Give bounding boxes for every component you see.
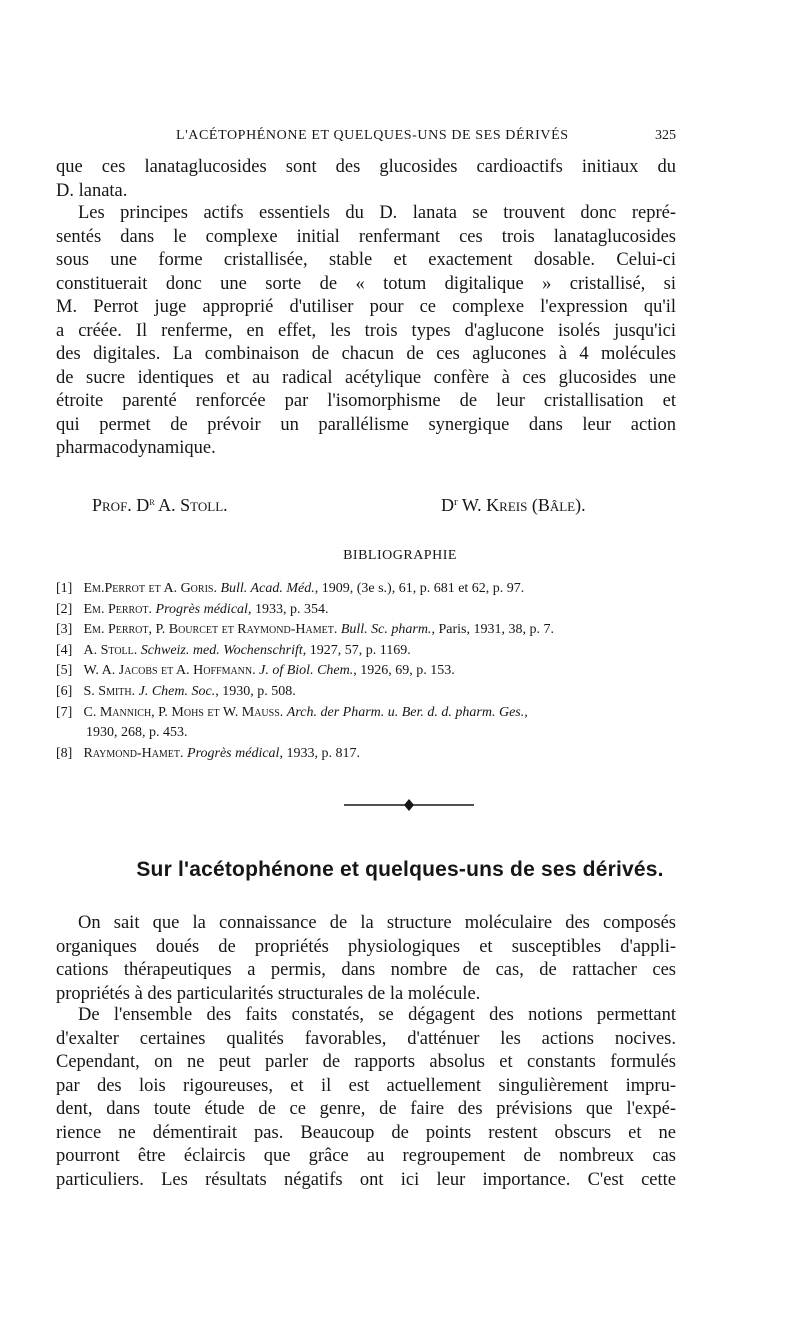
signature-stoll: Prof. $D^r$ A. Stoll.	[92, 495, 228, 515]
reference-item: [7] C. Mannich, P. Mohs et W. Mauss. Arch. der Pharm. u. Ber. d. d. pharm. Ges.,	[56, 704, 528, 720]
reference-item: [6] S. Smith. J. Chem. Soc., 1930, p. 508.	[56, 683, 296, 699]
text-line: pharmacodynamique.	[56, 438, 216, 458]
running-title: L'ACÉTOPHÉNONE ET QUELQUES-UNS DE SES DÉRIVÉS	[176, 128, 569, 143]
text-line: particuliers. Les résultats négatifs ont ici leur importance. C'est cette	[56, 1169, 676, 1190]
text-line: sentés dans le complexe initial renfermant ces trois lanataglucosides	[56, 226, 676, 247]
reference-item: [8] Raymond-Hamet. Progrès médical, 1933, p. 817.	[56, 745, 360, 761]
text-line: que ces lanataglucosides sont des glucosides cardioactifs initiaux du	[56, 157, 676, 177]
text-line: D. lanata.	[56, 180, 128, 201]
reference-item: [1] Em.Perrot et A. Goris. Bull. Acad. Méd., 1909, (3e s.), 61, p. 681 et 62, p. 97.	[56, 581, 525, 596]
paragraph-3	[56, 912, 676, 1006]
running-header	[56, 128, 676, 150]
text-line: De l'ensemble des faits constatés, se dégagent des notions permettant	[78, 1005, 676, 1025]
text-line: Les principes actifs essentiels du D. lanata se trouvent donc repré-	[78, 203, 676, 223]
paragraph-2	[56, 202, 676, 461]
ornament-divider-icon	[344, 798, 474, 812]
text-line: rience ne démentirait pas. Beaucoup de points restent obscurs et ne	[56, 1122, 676, 1143]
text-line: organiques doués de propriétés physiologiques et susceptibles d'appli-	[56, 936, 676, 957]
paragraph-4	[56, 1004, 676, 1192]
bibliography-heading: BIBLIOGRAPHIE	[343, 548, 457, 563]
text-line: étroite parenté renforcée par l'isomorphisme de leur cristallisation et	[56, 391, 676, 411]
text-line: qui permet de prévoir un parallélisme synergique dans leur action	[56, 414, 676, 435]
text-line: des digitales. La combinaison de chacun de ces aglucones à 4 molécules	[56, 344, 676, 364]
paragraph-1	[56, 156, 676, 203]
text-line: On sait que la connaissance de la structure moléculaire des composés	[78, 913, 676, 933]
page-number: 325	[655, 128, 676, 143]
text-line: propriétés à des particularités structurales de la molécule.	[56, 983, 481, 1004]
text-line: M. Perrot juge approprié d'utiliser pour ce complexe l'expression qu'il	[56, 297, 676, 317]
reference-item: [5] W. A. Jacobs et A. Hoffmann. J. of Biol. Chem., 1926, 69, p. 153.	[56, 663, 455, 679]
signature-kreis: $D^r$ W. Kreis (Bâle).	[441, 495, 586, 515]
text-line: a créée. Il renferme, en effet, les trois types d'aglucone isolés jusqu'ici	[56, 320, 676, 341]
reference-continuation: 1930, 268, p. 453.	[86, 725, 188, 741]
text-line: d'exalter certaines qualités favorables, d'atténuer les actions nocives.	[56, 1028, 676, 1049]
text-line: Cependant, on ne peut parler de rapports absolus et constants formulés	[56, 1052, 676, 1072]
reference-item: [4] A. Stoll. Schweiz. med. Wochenschrift, 1927, 57, p. 1169.	[56, 642, 411, 658]
text-line: dent, dans toute étude de ce genre, de faire des prévisions que l'expé-	[56, 1099, 676, 1119]
text-line: constituerait donc une sorte de « totum digitalique » cristallisé, si	[56, 273, 676, 294]
text-line: de sucre identiques et au radical acétylique confère à ces glucosides une	[56, 367, 676, 388]
text-line: sous une forme cristallisée, stable et exactement dosable. Celui-ci	[56, 250, 676, 270]
reference-item: [2] Em. Perrot. Progrès médical, 1933, p. 354.	[56, 601, 329, 617]
signatures	[92, 495, 652, 519]
text-line: pourront être éclaircis que grâce au regroupement de nombreux cas	[56, 1146, 676, 1166]
text-line: cations thérapeutiques a permis, dans nombre de cas, de rattacher ces	[56, 960, 676, 980]
bibliography-list	[56, 579, 696, 764]
text-line: par des lois rigoureuses, et il est actuellement singulièrement impru-	[56, 1075, 676, 1096]
section-title: Sur l'acétophénone et quelques-uns de ses dérivés.	[136, 858, 664, 881]
reference-item: [3] Em. Perrot, P. Bourcet et Raymond-Hamet. Bull. Sc. pharm., Paris, 1931, 38, p. 7.	[56, 622, 554, 638]
